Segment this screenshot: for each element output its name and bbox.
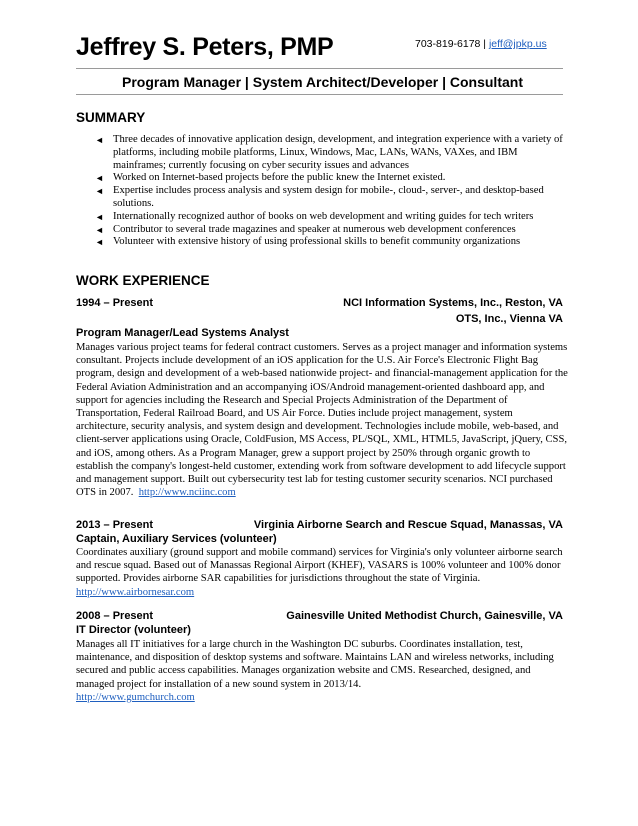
contact-info — [415, 38, 547, 50]
summary-heading: SUMMARY — [76, 110, 146, 125]
resume-name: Jeffrey S. Peters, PMP — [76, 33, 334, 61]
job-1-org: NCI Information Systems, Inc., Reston, VA — [343, 297, 563, 309]
job-1-title: Program Manager/Lead Systems Analyst — [76, 327, 289, 339]
summary-item: ◄ Contributor to several trade magazines and speaker at numerous web development conferences — [95, 223, 516, 235]
phone-number: 703-819-6178 — [415, 38, 481, 50]
job-3-dates: 2008 – Present — [76, 610, 154, 622]
job-2-title: Captain, Auxiliary Services (volunteer) — [76, 533, 277, 545]
bullet-icon: ◄ — [95, 173, 104, 184]
job-2-dates: 2013 – Present — [76, 519, 154, 531]
job-1-dates: 1994 – Present — [76, 297, 154, 309]
summary-list — [95, 134, 567, 249]
job-1-org-secondary: OTS, Inc., Vienna VA — [455, 313, 563, 325]
job-3-link[interactable]: http://www.gumchurch.com — [76, 691, 195, 703]
summary-item: ◄ Worked on Internet-based projects before the public knew the Internet existed. — [95, 172, 446, 184]
bullet-icon: ◄ — [95, 186, 104, 197]
job-2-org: Virginia Airborne Search and Rescue Squad, Manassas, VA — [253, 519, 563, 531]
job-2-link[interactable]: http://www.airbornesar.com — [76, 586, 195, 598]
job-2-description: Coordinates auxiliary (ground support and mobile command) services for Virginia's only volunteer airborne search and rescue squad. Based out of Manassas Regional Airport (KHEF), VASARS is 100% volunteer and 100% donor supported. Provides airborne SAR capabilities for jurisdictions throughout the state of Virginia. http://www.airbornesar.com — [76, 547, 563, 598]
job-3-org: Gainesville United Methodist Church, Gainesville, VA — [286, 610, 563, 622]
job-1-description: Manages various project teams for federal contract customers. Serves as a project manager and information systems consultant. Projects include development of an iOS application for the U.S. Air Force's Electronic Flight Bag program, design and development of a web-based nationwide project- and financial-management application for the Federal Aviation Administration and an accompanying iOS/Android management-oriented dashboard app, and support for agencies including the Research and Special Projects Administration of the Department of Transportation, Federal Railroad Board, and US Air Force. Duties include project management, system architecture, security analysis, and system design and development. Technologies include mobile, web-based, and client-server applications using Oracle, ColdFusion, MS Access, PL/SQL, XML, HTML5, JavaScript, jQuery, CSS, and iOS, among others. As a Program Manager, grew a support project by 250% through organic growth to establish the company's longest-held customer, extending work from software development to add lifecycle support and management support. Built out cybersecurity test lab for testing customer security scenarios. NCI purchased OTS in 2007. http://www.nciinc.com — [76, 342, 568, 499]
summary-item: ◄ Expertise includes process analysis and system design for mobile-, cloud-, server-, and desktop-based solutions. — [95, 185, 544, 209]
summary-item: ◄ Three decades of innovative application design, development, and integration experience with a variety of platforms, including mobile platforms, Linux, Windows, Mac, LANs, WANs, VAXes, and IBM mainframes; currently focusing on cyber security issues and advances — [95, 134, 563, 171]
bullet-icon: ◄ — [95, 211, 104, 222]
job-3-title: IT Director (volunteer) — [76, 624, 191, 636]
summary-item: ◄ Internationally recognized author of books on web development and writing guides for tech writers — [95, 210, 534, 222]
bullet-icon: ◄ — [95, 224, 104, 235]
header-divider-bottom — [76, 94, 563, 95]
job-1-link[interactable]: http://www.nciinc.com — [138, 487, 236, 499]
bullet-icon: ◄ — [95, 135, 104, 145]
email-link[interactable]: jeff@jpkp.us — [488, 38, 547, 50]
job-3-description: Manages all IT initiatives for a large church in the Washington DC suburbs. Coordinates installation, test, maintenance, and disposition of desktop systems and software. Maintains LAN and wireless networks, including secured and public access capabilities. Manages organization website and CMS. Researched, designed, and managed project for installation of a new sound system in 2013/14. http://www.gumchurch.com — [76, 639, 554, 703]
header-divider-top — [76, 68, 563, 69]
bullet-icon: ◄ — [95, 237, 104, 248]
contact-separator: | — [480, 38, 489, 50]
work-experience-heading: WORK EXPERIENCE — [76, 273, 210, 288]
resume-subtitle: Program Manager | System Architect/Developer | Consultant — [122, 74, 523, 90]
summary-item: ◄ Volunteer with extensive history of using professional skills to benefit community organizations — [95, 236, 521, 248]
